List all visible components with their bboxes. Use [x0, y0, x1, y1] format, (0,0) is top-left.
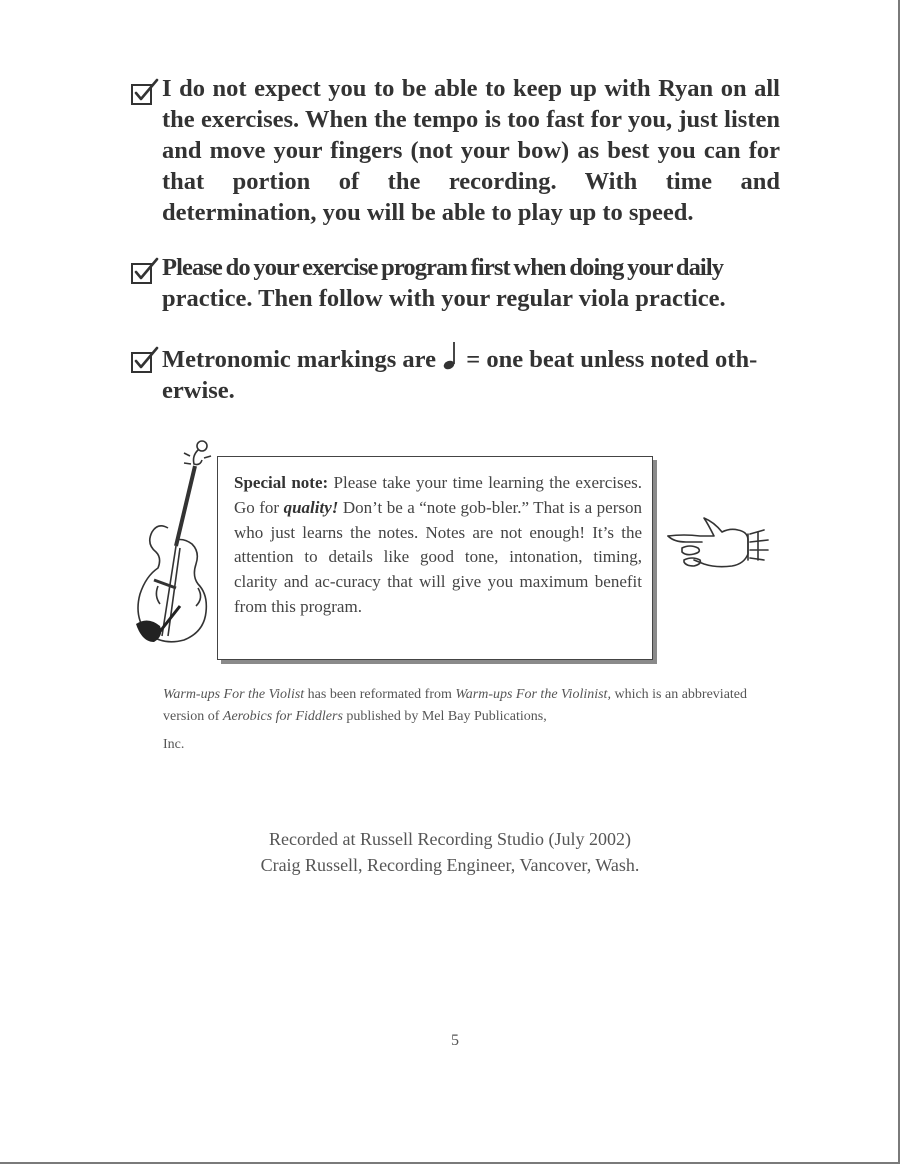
book-title: Warm-ups For the Violist [163, 687, 305, 702]
credits-part: published by Mel Bay Publications, [342, 709, 547, 724]
bullet-text [162, 252, 726, 314]
bullet-text [162, 341, 757, 406]
checkbox-checked-icon [130, 77, 160, 107]
special-note-lead: Special note: [234, 473, 329, 492]
recording-line: Recorded at Russell Recording Studio (July 2002) [269, 829, 631, 849]
bullet-text: I do not expect you to be able to keep up with Ryan on all the exercises. When the tempo is too fast for you, just listen and move your fingers (not your bow) as best you can for that portion of the recording. With time and determination, you will be able to play up to speed. [162, 75, 780, 226]
bullet-item-practice [130, 252, 780, 314]
recording-info [0, 826, 900, 878]
bullet-line [162, 341, 757, 375]
book-title: Aerobics for Fiddlers [222, 709, 343, 724]
checkbox-checked-icon [130, 345, 160, 375]
special-note-text [234, 471, 642, 620]
credits-part: Inc. [163, 737, 185, 752]
bullet-line: Please do your exercise program first when doing your daily [162, 254, 724, 281]
credits-paragraph [163, 684, 748, 756]
bullet-line: practice. Then follow with your regular viola practice. [162, 285, 726, 312]
credits-part: which is an abbreviated version of [163, 687, 748, 724]
bullet-line: erwise. [162, 377, 235, 404]
credits-part: has been reformated from [304, 687, 456, 702]
bullet-text-before: Metronomic markings are [162, 346, 436, 373]
recording-line: Craig Russell, Recording Engineer, Vancover, Wash. [260, 855, 640, 875]
violin-icon [128, 436, 218, 646]
special-note-emphasis: quality! [283, 497, 339, 517]
checkbox-checked-icon [130, 256, 160, 286]
quarter-note-icon [442, 341, 460, 371]
pointing-hand-icon [664, 514, 772, 572]
special-note-box [217, 456, 653, 660]
book-title: Warm-ups For the Violinist, [455, 687, 611, 702]
bullet-text-after: = one beat unless noted oth- [466, 346, 758, 373]
credits-text [163, 684, 748, 728]
special-note-part: Please take your time learning the exercises. Go for [234, 473, 642, 517]
page-number: 5 [451, 1032, 459, 1049]
bullet-item-metronome [130, 341, 780, 406]
special-note-part: Don’t be a “note gob-bler.” That is a person who just learns the notes. Notes are not enough! It’s the attention to details like good tone, intonation, timing, clarity and ac-curacy that will give you maximum benefit from this program. [234, 497, 642, 616]
bullet-item-tempo [130, 73, 780, 228]
